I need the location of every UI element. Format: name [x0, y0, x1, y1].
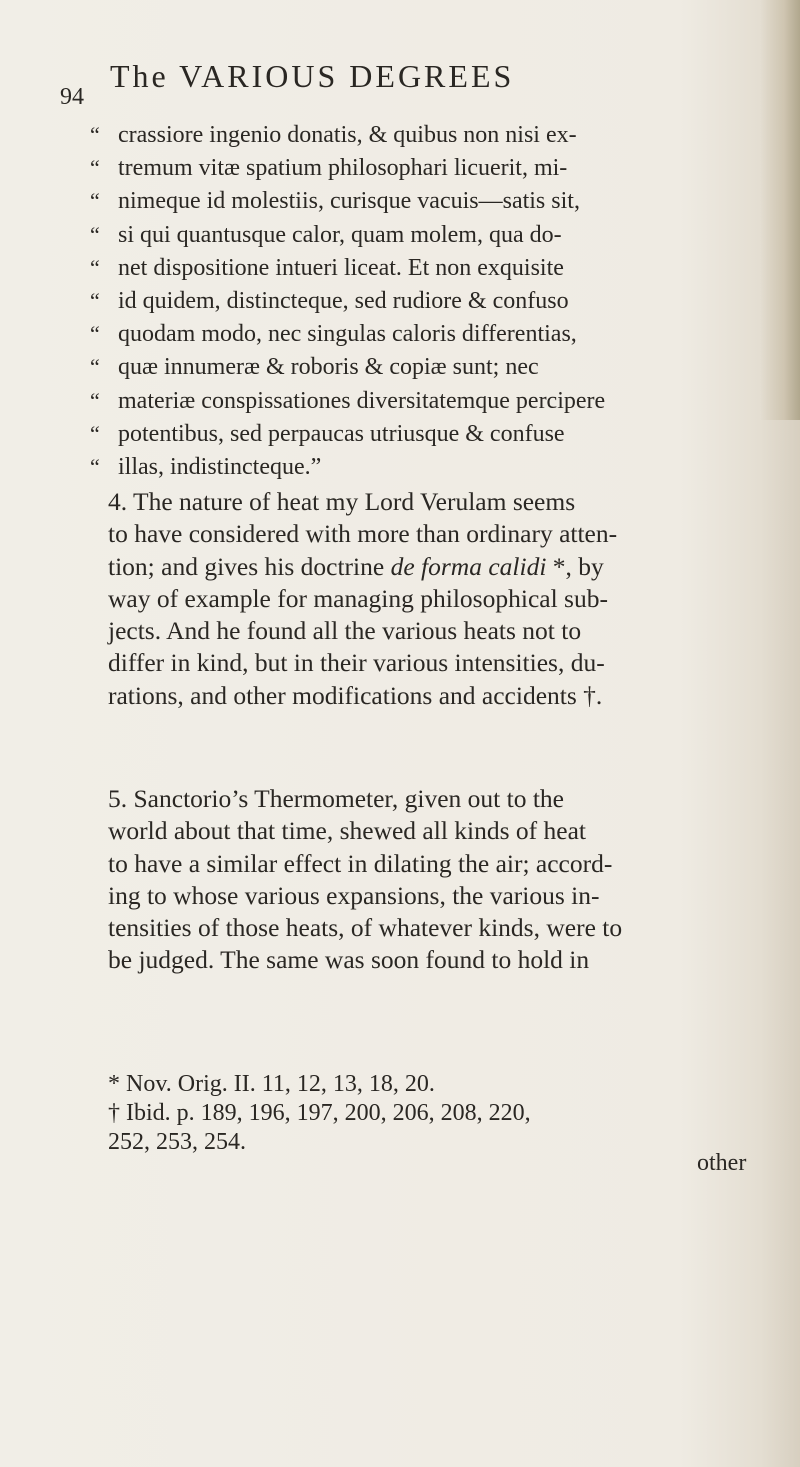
paragraph-line: tensities of those heats, of whatever kinds, were to — [108, 913, 623, 943]
paragraph-line: 5. Sanctorio’s Thermometer, given out to the — [108, 784, 564, 813]
quote-mark: “ — [90, 254, 100, 280]
quote-mark: “ — [90, 387, 100, 413]
quote-line: “ materiæ conspissationes diversitatemque percipere — [90, 384, 770, 417]
paragraph-line: to have considered with more than ordinary atten- — [108, 519, 618, 549]
footnote: 252, 253, 254. — [108, 1129, 246, 1155]
quote-line: “ crassiore ingenio donatis, & quibus non nisi ex- — [90, 118, 770, 151]
quote-line: “ illas, indistincteque.” — [90, 450, 770, 483]
paragraph-4 — [108, 486, 770, 712]
running-title: The VARIOUS DEGREES — [110, 58, 515, 94]
latin-quotation — [90, 118, 770, 483]
paragraph-line: way of example for managing philosophical sub- — [108, 583, 608, 613]
paragraph-line: world about that time, shewed all kinds of heat — [108, 816, 587, 846]
quote-mark: “ — [90, 321, 100, 347]
page-number: 94 — [60, 84, 84, 110]
quote-line: “ quæ innumeræ & roboris & copiæ sunt; nec — [90, 350, 770, 383]
paragraph-line: be judged. The same was soon found to hold in — [108, 945, 590, 975]
paragraph-line: 4. The nature of heat my Lord Verulam seems — [108, 487, 576, 516]
quote-mark: “ — [90, 287, 100, 313]
quote-line: “ potentibus, sed perpaucas utriusque & confuse — [90, 417, 770, 450]
quote-mark: “ — [90, 155, 100, 181]
catchword: other — [697, 1150, 747, 1176]
footnotes — [108, 1070, 768, 1157]
quote-mark: “ — [90, 188, 100, 214]
page-header — [60, 58, 760, 108]
quote-mark: “ — [90, 354, 100, 380]
quote-line: “ tremum vitæ spatium philosophari licuerit, mi- — [90, 151, 770, 184]
quote-line: “ id quidem, distincteque, sed rudiore & confuso — [90, 284, 770, 317]
quote-line: “ nimeque id molestiis, curisque vacuis—satis sit, — [90, 184, 770, 217]
quote-mark: “ — [90, 420, 100, 446]
quote-mark: “ — [90, 122, 100, 147]
quote-mark: “ — [90, 221, 100, 247]
italic-title: de forma calidi — [390, 551, 547, 581]
footnote: † Ibid. p. 189, 196, 197, 200, 206, 208, 220, — [108, 1100, 531, 1126]
footnote: * Nov. Orig. II. 11, 12, 13, 18, 20. — [108, 1071, 435, 1097]
paragraph-line: ing to whose various expansions, the various in- — [108, 880, 600, 910]
paragraph-line: jects. And he found all the various heats not to — [108, 616, 582, 646]
paragraph-5 — [108, 783, 770, 977]
paragraph-line: to have a similar effect in dilating the air; accord- — [108, 848, 613, 878]
quote-line: “ quodam modo, nec singulas caloris differentias, — [90, 317, 770, 350]
paragraph-line: tion; and gives his doctrine de forma calidi *, by — [108, 551, 604, 581]
paragraph-line: rations, and other modifications and accidents †. — [108, 680, 603, 710]
quote-line: “ si qui quantusque calor, quam molem, qua do- — [90, 218, 770, 251]
paragraph-line: differ in kind, but in their various intensities, du- — [108, 648, 605, 678]
quote-line: “ net dispositione intueri liceat. Et non exquisite — [90, 251, 770, 284]
quote-mark: “ — [90, 453, 100, 479]
